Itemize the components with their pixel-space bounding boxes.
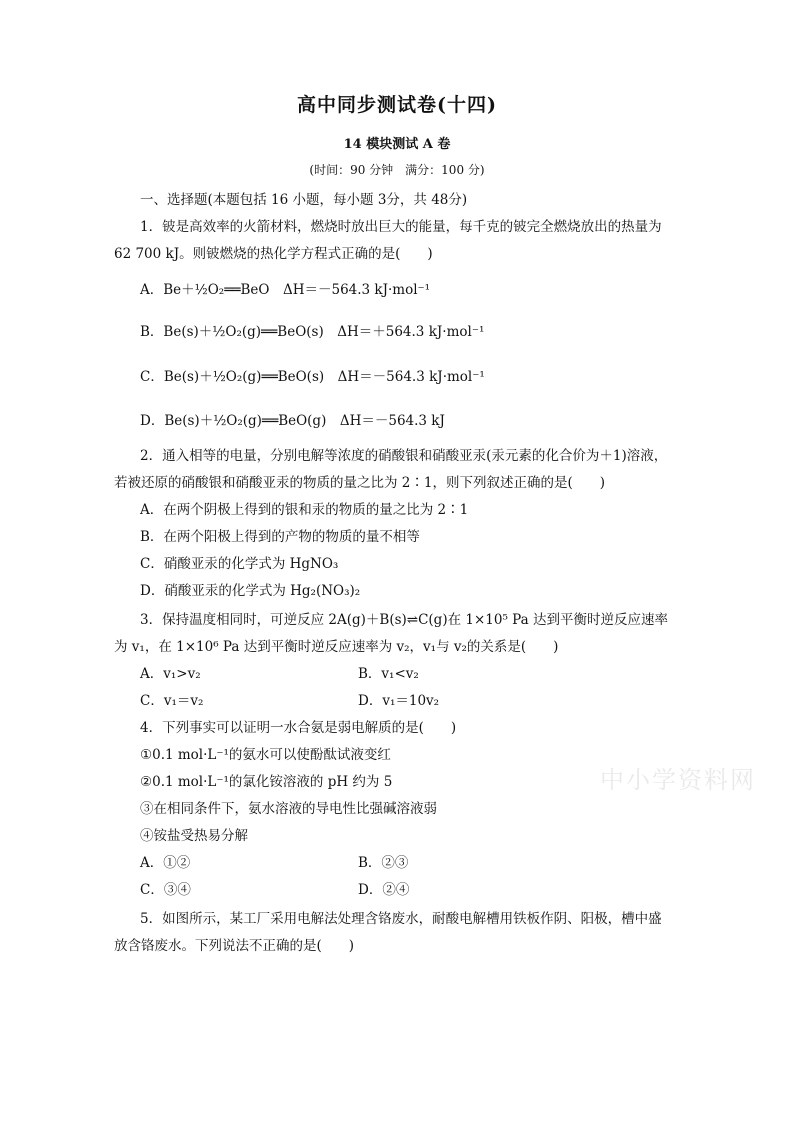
q1-option-b: B．Be(s)＋½O₂(g)══BeO(s) ΔH＝＋564.3 kJ·mol⁻¹	[140, 324, 485, 340]
q4-statement-3: ③在相同条件下，氨水溶液的导电性比强碱溶液弱	[140, 801, 437, 817]
watermark: 中小学资料网	[600, 766, 756, 794]
q1-stem-line2: 62 700 kJ。则铍燃烧的热化学方程式正确的是( )	[114, 246, 433, 262]
q1-stem-line1: 1．铍是高效率的火箭材料，燃烧时放出巨大的能量，每千克的铍完全燃烧放出的热量为	[140, 219, 662, 235]
q2-stem-line1: 2．通入相等的电量，分别电解等浓度的硝酸银和硝酸亚汞(汞元素的化合价为＋1)溶液，	[140, 448, 668, 464]
q4-option-a: A．①②	[140, 855, 191, 871]
q2-option-b: B．在两个阳极上得到的产物的物质的量不相等	[140, 529, 420, 545]
q4-statement-2: ②0.1 mol·L⁻¹的氯化铵溶液的 pH 约为 5	[140, 774, 393, 790]
q3-option-d: D．v₁＝10v₂	[358, 693, 440, 709]
q4-option-d: D．②④	[358, 882, 410, 898]
q4-option-c: C．③④	[140, 882, 191, 898]
q4-option-b: B．②③	[358, 855, 409, 871]
q2-stem-line2: 若被还原的硝酸银和硝酸亚汞的物质的量之比为 2∶1，则下列叙述正确的是( )	[114, 475, 606, 491]
q5-stem-line2: 放含铬废水。下列说法不正确的是( )	[114, 938, 355, 954]
q2-option-a: A．在两个阴极上得到的银和汞的物质的量之比为 2∶1	[140, 502, 469, 518]
section-heading: 一、选择题(本题包括 16 小题，每小题 3分，共 48分)	[140, 192, 468, 208]
q1-option-d: D．Be(s)＋½O₂(g)══BeO(g) ΔH＝－564.3 kJ	[140, 413, 445, 429]
q3-option-a: A．v₁>v₂	[140, 666, 201, 682]
q3-stem-line2: 为 v₁，在 1×10⁶ Pa 达到平衡时逆反应速率为 v₂，v₁与 v₂的关系是( )	[114, 639, 559, 655]
q3-option-c: C．v₁＝v₂	[140, 693, 204, 709]
q1-option-c: C．Be(s)＋½O₂(g)══BeO(s) ΔH＝－564.3 kJ·mol⁻¹	[140, 369, 485, 385]
q4-statement-4: ④铵盐受热易分解	[140, 828, 248, 844]
q2-option-d: D．硝酸亚汞的化学式为 Hg₂(NO₃)₂	[140, 583, 361, 599]
q2-option-c: C．硝酸亚汞的化学式为 HgNO₃	[140, 556, 339, 572]
q1-option-a: A．Be＋½O₂══BeO ΔH＝－564.3 kJ·mol⁻¹	[140, 282, 431, 298]
exam-time-info: (时间：90 分钟 满分：100 分)	[309, 163, 485, 177]
exam-subtitle: 14 模块测试 A 卷	[343, 137, 451, 152]
q5-stem-line1: 5．如图所示，某工厂采用电解法处理含铬废水，耐酸电解槽用铁板作阴、阳极，槽中盛	[140, 911, 662, 927]
page-title: 高中同步测试卷(十四)	[297, 94, 497, 116]
q3-stem-line1: 3．保持温度相同时，可逆反应 2A(g)＋B(s)⇌C(g)在 1×10⁵ Pa 达到平衡时逆反应速率	[140, 612, 668, 628]
q4-stem: 4．下列事实可以证明一水合氨是弱电解质的是( )	[140, 720, 457, 736]
q4-statement-1: ①0.1 mol·L⁻¹的氨水可以使酚酞试液变红	[140, 747, 391, 763]
q3-option-b: B．v₁<v₂	[358, 666, 419, 682]
